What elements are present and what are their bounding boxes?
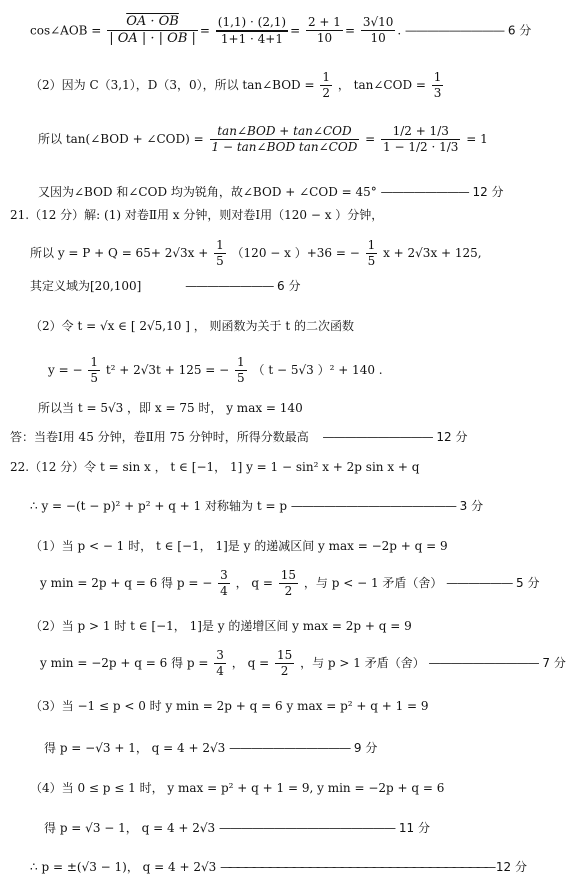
line-domain: [30, 280, 300, 292]
score-dash: ——————————: [322, 430, 433, 444]
line-maximum: [38, 402, 303, 414]
line-answer-21: [10, 431, 467, 443]
acute-angle-text: 又因为∠BOD 和∠COD 均为锐角，故∠BOD + ∠COD = 45°: [38, 185, 377, 199]
score-mark: 7 分: [542, 656, 566, 670]
tan-sum-result: = 1: [466, 132, 488, 146]
line-case1: [30, 540, 448, 552]
line-final-answer: [30, 861, 527, 873]
y-expr-part-c: x + 2√3x + 125,: [383, 246, 482, 260]
score-mark: 12 分: [495, 860, 527, 874]
score-mark: 6 分: [277, 279, 301, 293]
score-dash: —————————: [405, 23, 505, 38]
case4-result-text: 得 p = √3 − 1， q = 4 + 2√3: [44, 821, 216, 835]
case1-part-a: y min = 2p + q = 6 得 p = −: [40, 576, 213, 590]
score-mark: 5 分: [516, 576, 540, 590]
fraction-one-fifth-d: $\frac{1}{5}$: [237, 355, 245, 385]
line-tan-values: [30, 70, 445, 101]
case3-result-text: 得 p = −√3 + 1， q = 4 + 2√3: [44, 741, 226, 755]
score-dash: ——————————: [428, 656, 539, 670]
score-dash: ————————: [185, 279, 274, 293]
substitution-text: （2）令 t = √x ∈ [ 2√5,10 ] ， 则函数为关于 t 的二次函数: [30, 319, 354, 333]
fraction-fifteen-halves-b: $\frac{15}{2}$: [276, 648, 293, 678]
score-mark: 6 分: [507, 23, 532, 38]
fraction-three-quarters-b: $\frac{3}{4}$: [216, 648, 224, 678]
q22-intro-text: 22.（12 分）令 t = sin x ， t ∈ [−1， 1] y = 1 − sin² x + 2p sin x + q: [10, 460, 420, 474]
line-substitution: [30, 320, 354, 332]
line-q21-intro: [10, 209, 383, 221]
case1-text: （1）当 p < − 1 时， t ∈ [−1， 1]是 y 的递减区间 y max = −2p + q = 9: [30, 539, 448, 553]
score-dash: ——————————————————————————————————: [220, 860, 493, 874]
q21-intro-text: 21.（12 分）解: (1) 对卷Ⅱ用 x 分钟，则对卷Ⅰ用（120 − x ）分钟，: [10, 208, 384, 222]
fraction-third: $\frac{1}{3}$: [433, 70, 442, 100]
score-dash: ————————————————: [219, 821, 396, 835]
axis-text: ∴ y = −(t − p)² + p² + q + 1 对称轴为 t = p: [30, 499, 288, 513]
case2-part-b: ， q =: [231, 656, 270, 670]
line-acute-angles: [38, 186, 504, 198]
domain-text: 其定义域为[20,100]: [30, 279, 142, 293]
line-case3-result: [44, 742, 377, 754]
tan-bod-label: （2）因为 C（3,1），D（3，0），所以 tan∠BOD =: [30, 78, 315, 92]
tan-sum-label: 所以 tan(∠BOD + ∠COD) =: [38, 132, 204, 146]
fraction-compound: $\frac{1/2 + 1/3}{1 - 1/2 \cdot 1/3}$: [383, 124, 459, 154]
maximum-text: 所以当 t = 5√3 ，即 x = 75 时， y max = 140: [38, 401, 303, 415]
fraction-one-fifth-c: $\frac{1}{5}$: [90, 355, 98, 385]
fraction-coordinates: $\frac{(1,1) \cdot (2,1)}{1+1 \cdot 4+1}$: [217, 14, 287, 46]
case2-part-a: y min = −2p + q = 6 得 p =: [40, 656, 209, 670]
score-dash: ———————————: [229, 741, 351, 755]
score-mark: 12 分: [436, 430, 468, 444]
cos-aob-label: cos∠AOB =: [30, 23, 102, 38]
score-mark: 12 分: [472, 185, 504, 199]
line-q22-intro: [10, 461, 419, 473]
score-dash: ————————: [380, 185, 469, 199]
quadratic-part-a: y = −: [48, 363, 83, 377]
equals-sign: =: [365, 132, 376, 146]
fraction-result: $\frac{3√10}{10}$: [362, 15, 394, 46]
line-case4-result: [44, 822, 430, 834]
case1-part-b: ， q =: [235, 576, 273, 590]
case2-part-c: ，与 p > 1 矛盾（舍）: [300, 656, 425, 670]
fraction-three-quarters-a: $\frac{3}{4}$: [220, 568, 228, 598]
score-mark: 11 分: [398, 821, 430, 835]
case2-text: （2）当 p > 1 时 t ∈ [−1， 1]是 y 的递增区间 y max = 2p + q = 9: [30, 619, 412, 633]
line-axis: [30, 500, 483, 512]
fraction-half: $\frac{1}{2}$: [322, 70, 331, 100]
fraction-one-fifth-b: $\frac{1}{5}$: [367, 238, 376, 268]
fraction-one-fifth-a: $\frac{1}{5}$: [216, 238, 224, 268]
score-mark: 9 分: [353, 741, 378, 755]
case4-text: （4）当 0 ≤ p ≤ 1 时， y max = p² + q + 1 = 9, y min = −2p + q = 6: [30, 781, 445, 795]
fraction-sum: $\frac{2 + 1}{10}$: [307, 15, 341, 46]
y-expr-part-b: （120 − x ）+36 = −: [231, 246, 360, 260]
quadratic-part-b: t² + 2√3t + 125 = −: [105, 363, 230, 377]
tan-cod-label: ， tan∠COD =: [337, 78, 426, 92]
final-answer-text: ∴ p = ±(√3 − 1)， q = 4 + 2√3: [30, 860, 217, 874]
score-dash: ——————: [446, 576, 513, 590]
case1-part-c: ，与 p < − 1 矛盾（舍）: [303, 576, 443, 590]
line-case3: [30, 700, 429, 712]
fraction-tan-formula: $\frac{\text{tan∠BOD + tan∠COD}}{\text{1 − tan∠BOD tan∠COD}}$: [211, 124, 358, 154]
line-tan-sum: [38, 124, 488, 155]
score-dash: ———————————————: [290, 499, 456, 513]
score-mark: 3 分: [459, 499, 484, 513]
line-y-expression: [30, 238, 482, 269]
quadratic-part-c: （ t − 5√3 ）² + 140 .: [252, 363, 383, 377]
line-quadratic: [48, 355, 383, 386]
y-expr-part-a: 所以 y = P + Q = 65+ 2√3x +: [30, 246, 209, 260]
line-case1-result: [40, 568, 540, 599]
line-case2: [30, 620, 412, 632]
fraction-vector-dot: $\frac{OA \cdot OB}{| OA | \cdot | OB |}$: [109, 14, 196, 47]
answer-21-text: 答：当卷Ⅰ用 45 分钟，卷Ⅱ用 75 分钟时，所得分数最高: [10, 430, 309, 444]
line-cos-aob: cos∠AOB = $\frac{OA \cdot OB}{| OA | \cdot | OB |}$ = $\frac{(1,1) \cdot (2,1)}{1+1 \cdot 4+1}$ = $\frac{2 + 1}{10}$ = $\frac{3√10}{10}$ . ————————— 6 分: [30, 14, 532, 47]
line-case2-result: [40, 648, 566, 679]
case3-text: （3）当 −1 ≤ p < 0 时 y min = 2p + q = 6 y max = p² + q + 1 = 9: [30, 699, 429, 713]
line-case4: [30, 782, 444, 794]
fraction-fifteen-halves-a: $\frac{15}{2}$: [280, 568, 297, 598]
